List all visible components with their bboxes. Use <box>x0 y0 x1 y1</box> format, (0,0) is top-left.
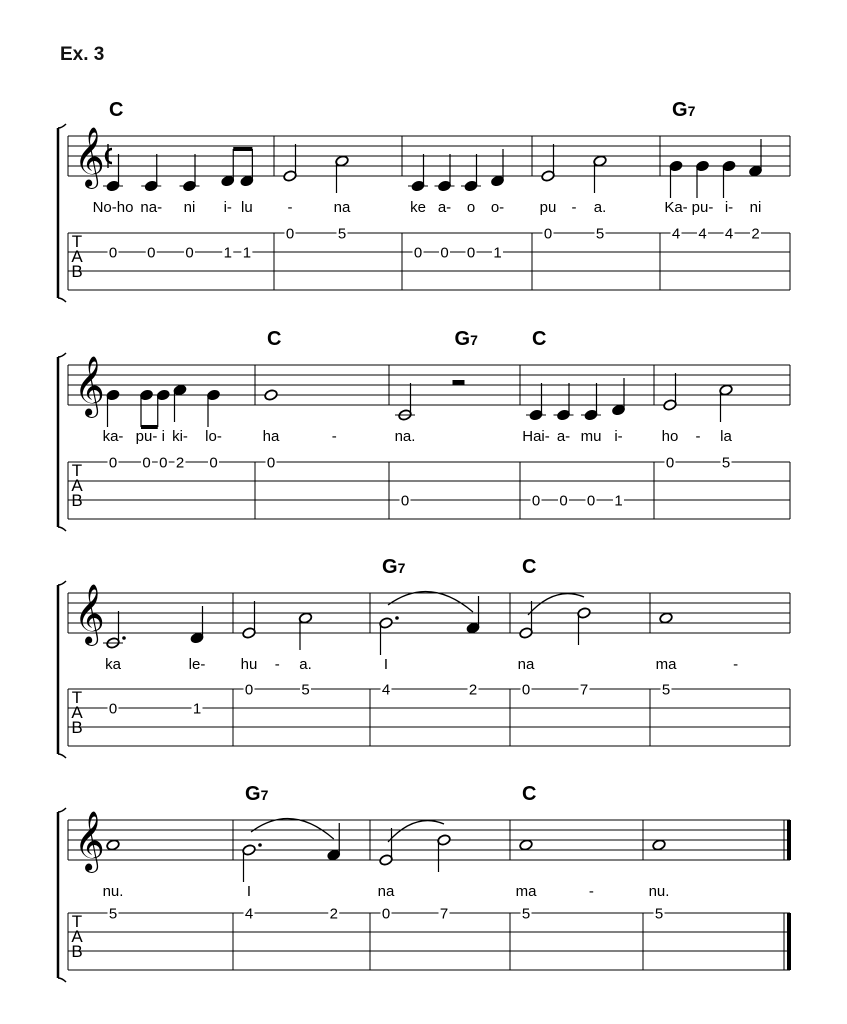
system-bracket <box>58 124 66 128</box>
quarter-note <box>466 596 480 634</box>
tab-fret-number: 0 <box>209 454 218 472</box>
tab-letter: B <box>71 718 83 737</box>
lyric-syllable: hu <box>240 656 258 673</box>
measure <box>519 839 533 923</box>
half-note <box>519 601 533 639</box>
lyric-syllable: pu- <box>135 428 158 445</box>
whole-note <box>519 839 533 851</box>
chord-symbol <box>267 328 281 350</box>
quarter-note <box>461 154 481 192</box>
tab-fret-number: 4 <box>244 905 254 923</box>
lyric-syllable: i- <box>614 428 623 445</box>
quarter-note <box>581 383 601 421</box>
lyric-syllable: na <box>333 199 351 216</box>
example-title: Ex. 3 <box>60 44 105 65</box>
chord-symbol <box>382 556 406 578</box>
tab-fret-number: 2 <box>329 905 338 923</box>
system-3 <box>58 556 790 758</box>
lyric-syllable: ho <box>661 428 679 445</box>
treble-clef-icon: 𝄞 <box>74 127 105 187</box>
half-note <box>283 144 297 182</box>
lyric-syllable: lo- <box>205 428 222 445</box>
tab-fret-number: 0 <box>440 244 449 262</box>
measure <box>106 839 120 923</box>
measure <box>242 601 313 699</box>
tab-fret-number: 0 <box>185 244 194 262</box>
eighth-note <box>156 389 170 427</box>
lyric-syllable: - <box>287 199 293 216</box>
chord-extension: 7 <box>687 103 696 119</box>
quarter-note <box>526 383 546 421</box>
chord-extension: 7 <box>470 332 478 348</box>
quarter-note <box>435 154 455 192</box>
half-note <box>335 155 349 193</box>
quarter-note <box>695 160 709 198</box>
lyric-syllable: nu. <box>648 883 670 900</box>
lyric-syllable: - <box>331 428 337 445</box>
lyric-syllable: na <box>377 883 395 900</box>
measure <box>242 819 341 923</box>
lyric-syllable: ka <box>105 656 121 673</box>
notehead <box>659 612 673 624</box>
tab-fret-number: 4 <box>724 225 734 243</box>
quarter-note <box>490 149 504 187</box>
tab-letter: T <box>71 688 83 707</box>
chord-root: C <box>267 328 282 350</box>
chord-extension: 7 <box>260 787 269 803</box>
chord-extension: 7 <box>397 560 406 576</box>
tab-clef <box>71 912 83 961</box>
half-note <box>103 611 126 649</box>
half-note <box>298 612 312 650</box>
lyric-syllable: I <box>246 883 252 900</box>
tab-fret-number: 5 <box>337 225 347 243</box>
tab-fret-number: 1 <box>614 492 623 510</box>
chord-symbol <box>532 328 546 350</box>
lyric-syllable: pu- <box>691 199 714 216</box>
tab-fret-number: 5 <box>661 681 671 699</box>
lyric-syllable: a- <box>556 428 571 445</box>
tab-letter: A <box>71 476 83 495</box>
tab-fret-number: 2 <box>468 681 478 699</box>
lyric-syllable: Hai- <box>522 428 550 445</box>
tab-clef <box>71 461 83 510</box>
lyric-syllable: mu <box>580 428 602 445</box>
notehead <box>519 839 533 851</box>
tab-fret-number: 0 <box>586 492 596 510</box>
quarter-note <box>106 389 120 427</box>
half-rest <box>453 380 465 385</box>
lyric-syllable: No-ho <box>92 199 134 216</box>
whole-note <box>106 839 120 851</box>
half-note <box>719 384 733 422</box>
tab-clef <box>71 232 83 281</box>
notehead <box>652 839 666 851</box>
lyric-syllable: - <box>588 883 594 900</box>
tab-fret-number: 0 <box>381 905 391 923</box>
notehead <box>106 839 120 851</box>
lyric-syllable: o <box>466 199 476 216</box>
tab-letter: T <box>71 461 83 480</box>
lyric-syllable: - <box>274 656 280 673</box>
tab-fret-number: 5 <box>721 454 731 472</box>
chord-root: G <box>454 328 471 350</box>
tab-fret-number: 4 <box>698 225 707 243</box>
measure <box>283 144 349 243</box>
half-note <box>541 144 555 182</box>
lyric-syllable: ki- <box>172 428 188 445</box>
lyric-syllable: Ka- <box>664 199 688 216</box>
tab-fret-number: 0 <box>108 700 118 718</box>
chord-root: C <box>532 328 547 350</box>
chord-symbol <box>522 556 536 578</box>
tab-letter: T <box>71 232 83 251</box>
treble-clef-icon: 𝄞 <box>74 356 105 416</box>
lyric-syllable: le- <box>188 656 206 673</box>
lyric-syllable: na- <box>140 199 163 216</box>
lyric-syllable: I <box>383 656 389 673</box>
lyric-syllable: lu <box>241 199 253 216</box>
measure <box>379 592 480 699</box>
quarter-note <box>611 378 625 416</box>
lyric-syllable: pu <box>539 199 557 216</box>
system-bracket <box>58 298 66 302</box>
tab-fret-number: 0 <box>159 454 168 472</box>
tab-fret-number: 4 <box>671 225 681 243</box>
quarter-note <box>748 139 762 177</box>
quarter-note <box>669 160 683 198</box>
tab-fret-number: 0 <box>244 681 254 699</box>
lyric-syllable: ma <box>515 883 537 900</box>
chord-symbol <box>109 99 123 121</box>
notehead <box>264 389 278 401</box>
system-bracket <box>58 527 66 531</box>
lyric-syllable: ke <box>410 199 426 216</box>
quarter-note <box>722 160 736 198</box>
chord-root: G <box>245 783 261 805</box>
measure <box>652 839 666 923</box>
lyric-syllable: ni <box>183 199 196 216</box>
system-bracket <box>58 808 66 812</box>
dot <box>258 843 262 847</box>
eighth-note <box>221 149 235 187</box>
tab-letter: B <box>71 262 83 281</box>
slur <box>388 821 444 842</box>
quarter-note <box>141 154 161 192</box>
tab-fret-number: 1 <box>242 244 252 262</box>
half-note <box>593 155 607 193</box>
chord-root: C <box>109 99 124 121</box>
tab-fret-number: 5 <box>301 681 310 699</box>
chord-root: C <box>522 783 537 805</box>
tab-fret-number: 0 <box>665 454 675 472</box>
tab-fret-number: 0 <box>531 492 541 510</box>
tab-fret-number: 0 <box>266 454 276 472</box>
half-note <box>242 601 256 639</box>
lyric-syllable: - <box>571 199 577 216</box>
tab-fret-number: 5 <box>521 905 531 923</box>
system-bracket <box>58 978 66 982</box>
lyric-syllable: na <box>517 656 535 673</box>
lyric-syllable: i- <box>724 199 734 216</box>
tab-letter: A <box>71 927 83 946</box>
lyric-syllable: ma <box>655 656 677 673</box>
treble-clef-icon: 𝄞 <box>74 584 105 644</box>
chord-root: G <box>382 556 398 578</box>
system-bracket <box>58 754 66 758</box>
tab-fret-number: 0 <box>108 244 118 262</box>
quarter-note <box>180 154 200 192</box>
slur <box>528 594 584 615</box>
slur <box>251 819 334 839</box>
half-note <box>663 373 677 411</box>
tab-fret-number: 5 <box>595 225 605 243</box>
system-4 <box>58 783 790 982</box>
lyric-syllable: a. <box>593 199 607 216</box>
lyric-syllable: a- <box>437 199 452 216</box>
treble-clef-icon: 𝄞 <box>74 811 105 871</box>
tab-fret-number: 0 <box>413 244 423 262</box>
tab-letter: B <box>71 491 83 510</box>
tab-letter: T <box>71 912 83 931</box>
tab-fret-number: 0 <box>400 492 410 510</box>
half-note <box>379 616 399 655</box>
chord-symbol <box>672 99 696 121</box>
quarter-note <box>206 389 220 427</box>
tab-letter: A <box>71 247 83 266</box>
tab-fret-number: 2 <box>175 454 185 472</box>
measure <box>669 139 763 243</box>
tab-fret-number: 0 <box>559 492 568 510</box>
system-1 <box>58 99 790 302</box>
quarter-note <box>327 823 341 861</box>
lyric-syllable: - <box>733 656 739 673</box>
whole-note <box>652 839 666 851</box>
measure <box>519 594 591 699</box>
tab-fret-number: 0 <box>521 681 531 699</box>
half-note <box>395 383 415 421</box>
quarter-note <box>554 383 574 421</box>
lyric-syllable: ha <box>262 428 280 445</box>
half-note <box>437 834 451 872</box>
dot <box>122 636 126 640</box>
chord-root: G <box>672 99 688 121</box>
tab-clef <box>71 688 83 737</box>
dot <box>395 616 399 620</box>
tab-fret-number: 0 <box>285 225 295 243</box>
lyric-syllable: ni <box>749 199 762 216</box>
tab-fret-number: 0 <box>142 454 151 472</box>
lyric-syllable: a. <box>299 656 312 673</box>
half-note <box>577 607 591 645</box>
quarter-note <box>408 154 428 192</box>
chord-symbol <box>522 783 536 805</box>
tab-fret-number: 7 <box>579 681 589 699</box>
tab-fret-number: 1 <box>493 244 502 262</box>
tab-letter: A <box>71 703 83 722</box>
whole-note <box>264 389 278 401</box>
chord-symbol <box>245 783 269 805</box>
eighth-note <box>240 149 254 187</box>
tab-fret-number: 1 <box>223 244 232 262</box>
tab-fret-number: 0 <box>543 225 553 243</box>
tab-fret-number: 7 <box>439 905 449 923</box>
half-note <box>379 828 393 866</box>
lyric-syllable: - <box>695 428 701 445</box>
system-bracket <box>58 581 66 585</box>
lyric-syllable: nu. <box>102 883 124 900</box>
tab-fret-number: 5 <box>654 905 664 923</box>
measure <box>541 144 607 243</box>
tab-fret-number: 1 <box>192 700 202 718</box>
system-2 <box>58 328 790 531</box>
tab-fret-number: 0 <box>147 244 156 262</box>
tab-letter: B <box>71 942 83 961</box>
quarter-note <box>190 606 204 644</box>
measure <box>379 821 451 923</box>
tab-fret-number: 2 <box>751 225 760 243</box>
chord-symbol <box>455 328 479 350</box>
tab-fret-number: 5 <box>108 905 118 923</box>
lyric-syllable: ka- <box>102 428 124 445</box>
lyric-syllable: la <box>720 428 732 445</box>
whole-note <box>659 612 673 624</box>
lyric-syllable: o- <box>490 199 505 216</box>
half-note <box>242 843 262 882</box>
tab-fret-number: 0 <box>466 244 476 262</box>
quarter-note <box>173 384 187 422</box>
lyric-syllable: i <box>161 428 165 445</box>
lyric-syllable: na. <box>394 428 416 445</box>
measure <box>663 373 733 472</box>
system-bracket <box>58 353 66 357</box>
tab-fret-number: 4 <box>381 681 391 699</box>
chord-root: C <box>522 556 537 578</box>
lyric-syllable: i- <box>223 199 232 216</box>
eighth-note <box>139 389 153 427</box>
slur <box>388 592 473 612</box>
tab-fret-number: 0 <box>108 454 118 472</box>
